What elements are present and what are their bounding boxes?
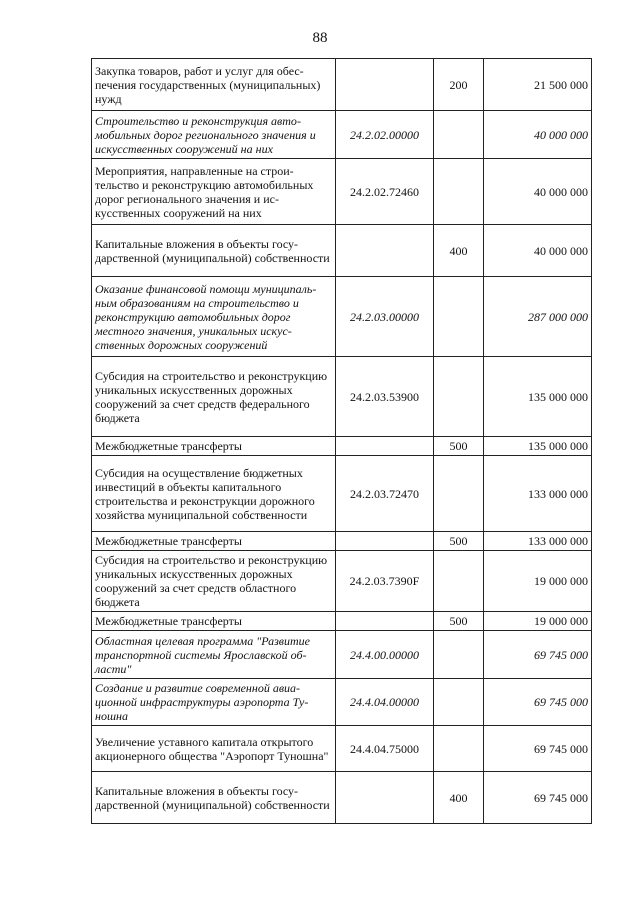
row-name-cell: Субсидия на осуществление бюджетных инвестиций в объекты капитального строительства и реконструкции дорожного хозяйства муниципальной собственности: [92, 456, 336, 532]
row-name-cell: Областная целевая программа "Развитие транспортной системы Ярославской области": [92, 631, 336, 679]
row-name-cell: Увеличение уставного капитала открытого акционерного общества "Аэропорт Туношна": [92, 726, 336, 772]
row-amount-cell: 40 000 000: [484, 111, 592, 159]
row-name-cell: Капитальные вложения в объекты государственной (муниципальной) собственности: [92, 772, 336, 824]
row-amount-cell: 21 500 000: [484, 59, 592, 111]
table-row: [92, 59, 592, 111]
row-name-cell: Капитальные вложения в объекты государственной (муниципальной) собственности: [92, 225, 336, 277]
row-code-cell: 24.2.03.7390F: [336, 551, 434, 612]
table-row: [92, 225, 592, 277]
row-amount-cell: 135 000 000: [484, 357, 592, 437]
row-amount-cell: 69 745 000: [484, 631, 592, 679]
row-name-cell: Мероприятия, направленные на строительство и реконструкцию автомобильных дорог регионального значения и искусственных сооружений на них: [92, 159, 336, 225]
row-name-cell: Создание и развитие современной авиационной инфраструктуры аэропорта Туношна: [92, 679, 336, 726]
row-name-cell: Межбюджетные трансферты: [92, 437, 336, 456]
table-row: [92, 612, 592, 631]
table-row: [92, 277, 592, 357]
budget-table-body: [92, 59, 592, 824]
row-code-cell: [336, 612, 434, 631]
row-type-cell: 500: [434, 532, 484, 551]
table-row: [92, 357, 592, 437]
table-row: [92, 631, 592, 679]
row-type-cell: [434, 159, 484, 225]
row-amount-cell: 133 000 000: [484, 456, 592, 532]
row-type-cell: [434, 277, 484, 357]
row-amount-cell: 19 000 000: [484, 551, 592, 612]
row-type-cell: [434, 456, 484, 532]
row-amount-cell: 69 745 000: [484, 772, 592, 824]
table-row: [92, 772, 592, 824]
table-row: [92, 551, 592, 612]
row-name-cell: Межбюджетные трансферты: [92, 532, 336, 551]
row-type-cell: [434, 679, 484, 726]
row-code-cell: [336, 772, 434, 824]
row-code-cell: 24.4.04.75000: [336, 726, 434, 772]
row-code-cell: [336, 437, 434, 456]
row-amount-cell: 287 000 000: [484, 277, 592, 357]
table-row: [92, 159, 592, 225]
row-code-cell: 24.4.04.00000: [336, 679, 434, 726]
row-code-cell: 24.4.00.00000: [336, 631, 434, 679]
row-name-cell: Оказание финансовой помощи муниципальным образованиям на строительство и реконструкцию автомобильных дорог местного значения, уникальных искусственных дорожных сооружений: [92, 277, 336, 357]
row-code-cell: 24.2.02.72460: [336, 159, 434, 225]
row-name-cell: Закупка товаров, работ и услуг для обеспечения государственных (муниципальных) нужд: [92, 59, 336, 111]
row-amount-cell: 69 745 000: [484, 679, 592, 726]
table-row: [92, 111, 592, 159]
row-amount-cell: 40 000 000: [484, 159, 592, 225]
table-row: [92, 679, 592, 726]
row-name-cell: Межбюджетные трансферты: [92, 612, 336, 631]
table-row: [92, 726, 592, 772]
row-name-cell: Субсидия на строительство и реконструкцию уникальных искусственных дорожных сооружений за счет средств федерального бюджета: [92, 357, 336, 437]
row-type-cell: [434, 551, 484, 612]
row-type-cell: 400: [434, 772, 484, 824]
row-type-cell: 400: [434, 225, 484, 277]
row-type-cell: 500: [434, 437, 484, 456]
page-number: 88: [312, 30, 328, 46]
table-row: [92, 532, 592, 551]
row-amount-cell: 133 000 000: [484, 532, 592, 551]
table-row: [92, 437, 592, 456]
row-amount-cell: 40 000 000: [484, 225, 592, 277]
row-type-cell: [434, 111, 484, 159]
row-type-cell: [434, 357, 484, 437]
row-type-cell: [434, 631, 484, 679]
row-amount-cell: 135 000 000: [484, 437, 592, 456]
row-code-cell: [336, 225, 434, 277]
row-code-cell: 24.2.03.00000: [336, 277, 434, 357]
row-amount-cell: 19 000 000: [484, 612, 592, 631]
row-code-cell: 24.2.02.00000: [336, 111, 434, 159]
row-code-cell: 24.2.03.53900: [336, 357, 434, 437]
budget-table: [91, 58, 592, 824]
table-row: [92, 456, 592, 532]
row-name-cell: Строительство и реконструкция автомобильных дорог регионального значения и искусственных сооружений на них: [92, 111, 336, 159]
row-amount-cell: 69 745 000: [484, 726, 592, 772]
row-name-cell: Субсидия на строительство и реконструкцию уникальных искусственных дорожных сооружений за счет средств областного бюджета: [92, 551, 336, 612]
row-type-cell: [434, 726, 484, 772]
row-code-cell: [336, 59, 434, 111]
row-code-cell: [336, 532, 434, 551]
row-type-cell: 500: [434, 612, 484, 631]
row-code-cell: 24.2.03.72470: [336, 456, 434, 532]
row-type-cell: 200: [434, 59, 484, 111]
